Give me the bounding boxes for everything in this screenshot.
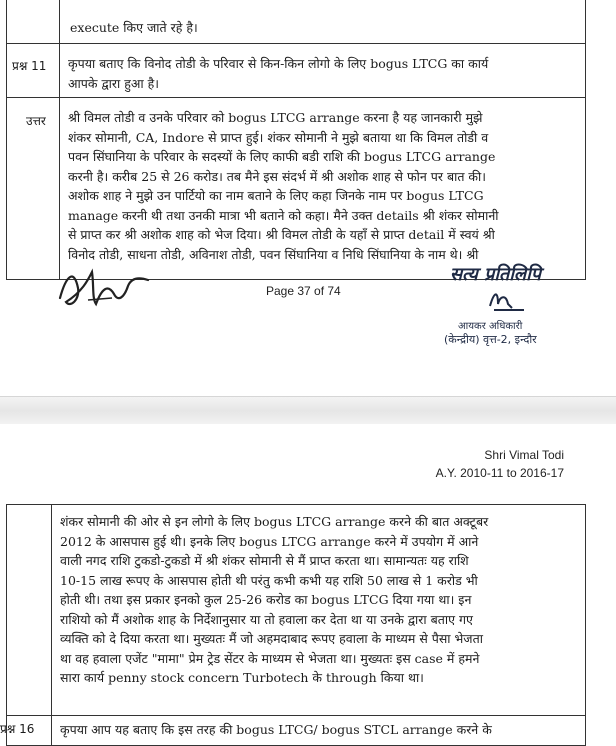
question-text-partial	[60, 720, 578, 740]
text-line: 2012 के आसपास हुई थी। इनके लिए bogus LTCG arrange करने में उपयोग में आने	[60, 533, 479, 549]
answer-label: उत्तर	[26, 114, 46, 128]
table-column-divider	[51, 505, 52, 745]
text-line: शंकर सोमानी की ओर से इन लोगो के लिए bogus LTCG arrange करने की बात अक्टूबर	[60, 514, 489, 529]
table-row-divider	[7, 97, 585, 98]
text-line: आपके द्वारा हुआ है।	[68, 75, 159, 91]
text-line: श्री विमल तोडी व उनके परिवार को bogus LTCG arrange करना है यह जानकारी मुझे	[68, 110, 483, 125]
text-line: पवन सिंघानिया के परिवार के सदस्यों के लिए काफी बडी राशि की bogus LTCG arrange	[68, 149, 496, 164]
question-label: प्रश्न 11	[12, 59, 47, 73]
stamp-initials	[484, 286, 544, 314]
header-assessment-year: A.Y. 2010-11 to 2016-17	[435, 466, 564, 480]
text-line: करनी है। करीब 25 से 26 करोड। तब मैने इस संदर्भ में श्री अशोक शाह से फोन पर बात की।	[68, 168, 486, 184]
text-line: होती थी। तथा इस प्रकार इनको कुल 25-26 करोड का bogus LTCG दिया गया था। इन	[60, 592, 472, 607]
question-text	[68, 54, 578, 93]
attested-copy-stamp	[444, 262, 610, 347]
table-column-divider	[59, 0, 60, 279]
document-page-38	[0, 424, 616, 736]
table-row-divider	[7, 43, 585, 44]
stamp-line-1: आयकर अधिकारी	[458, 321, 523, 332]
text-line: था वह हवाला एजेंट "मामा" प्रेम ट्रेड सेंटर के माध्यम से भेजता था। मुख्यतः इस case में हमने	[60, 650, 480, 666]
text-line: व्यक्ति को दे दिया करता था। मुख्यतः मैं जो अहमदाबाद रूपए हवाला के माध्यम से पैसा भेजता	[60, 631, 483, 646]
page-separator	[0, 396, 616, 426]
text-line: 10-15 लाख रूपए के आसपास होती थी परंतु कभी कभी यह राशि 50 लाख से 1 करोड भी	[60, 572, 478, 588]
text-line: कृपया बताए कि विनोद तोडी के परिवार से किन-किन लोगो के लिए bogus LTCG का कार्य	[68, 56, 489, 71]
text-line: वाली नगद राशि टुकडो-टुकडो में श्री शंकर सोमानी से मैं प्राप्त करता था। सामान्यतः यह राशि	[60, 553, 469, 568]
text-line: manage करनी थी तथा उनकी मात्रा भी बताने को कहा। मैने उक्त details श्री शंकर सोमानी	[68, 207, 499, 223]
answer-text-continued	[60, 512, 578, 688]
stamp-line-2: (केन्द्रीय) वृत्त-2, इन्दौर	[444, 333, 537, 346]
answer-text	[68, 108, 578, 264]
text-line: विनोद तोडी, साधना तोडी, अविनाश तोडी, पवन सिंघानिया व निधि सिंघानिया के नाम थे। श्री	[68, 246, 479, 262]
table-row-divider	[7, 715, 585, 716]
text-line: से प्राप्त कर श्री अशोक शाह को भेज दिया। श्री विमल तोडी के यहाँ से प्राप्त detail में स्वयं श्री	[68, 227, 495, 242]
header-name: Shri Vimal Todi	[484, 448, 564, 462]
handwritten-signature	[52, 258, 172, 318]
question-label: प्रश्न 16	[0, 722, 35, 736]
page-number: Page 37 of 74	[266, 284, 341, 298]
text-line: अशोक शाह ने मुझे उन पार्टियो का नाम बताने के लिए कहा जिनके नाम पर bogus LTCG	[68, 188, 484, 203]
text-line: सारा कार्य penny stock concern Turbotech के through किया था।	[60, 670, 424, 685]
previous-answer-tail	[70, 18, 570, 38]
text-line: कृपया आप यह बताए कि इस तरह की bogus LTCG/ bogus STCL arrange करने के	[60, 722, 492, 737]
text-line: execute किए जाते रहे है।	[70, 20, 198, 35]
text-line: राशियो को मैं अशोक शाह के निर्देशानुसार या तो हवाला कर देता था या उनके द्वारा बताए गए	[60, 611, 473, 627]
stamp-title: सत्य प्रतिलिपि	[450, 264, 542, 285]
text-line: शंकर सोमानी, CA, Indore से प्राप्त हुई। शंकर सोमानी ने मुझे बताया था कि विमल तोडी व	[68, 129, 489, 145]
